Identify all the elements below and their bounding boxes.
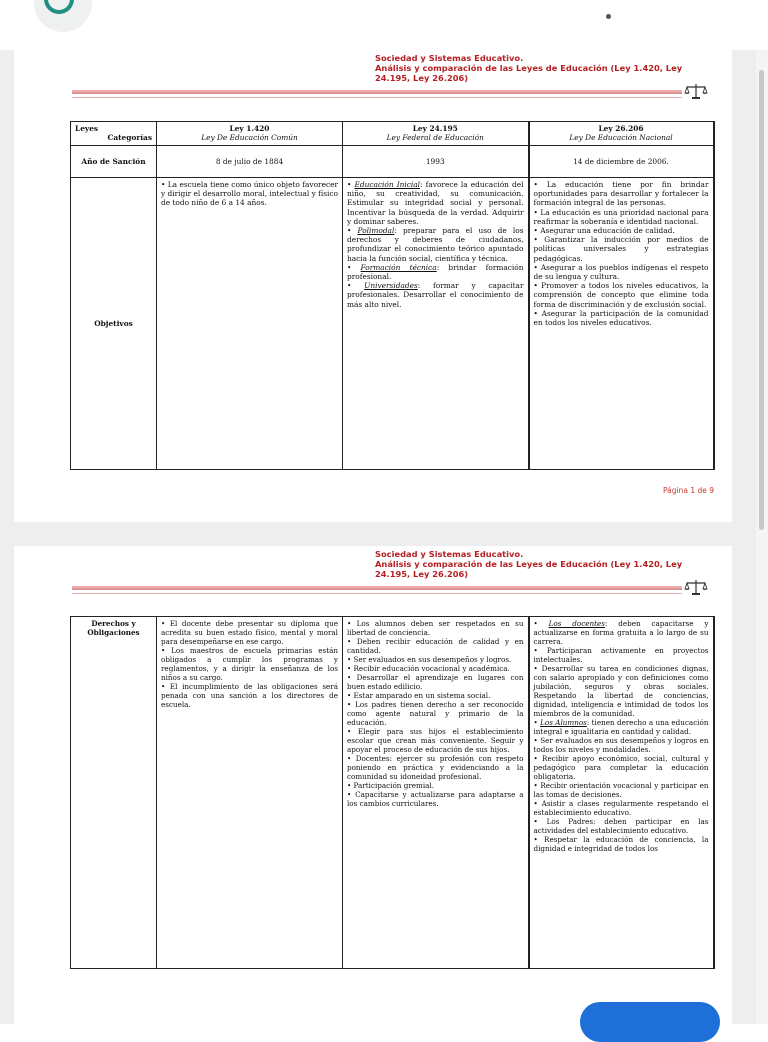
objetivo-item: • La educación tiene por fin brindar oportunidades para desarrollar y fortalecer la formación integral de las personas. (533, 180, 709, 208)
objetivo-item: • Asegurar a los pueblos indígenas el respeto de su lengua y cultura. (533, 262, 709, 282)
ley-number: Ley 24.195 (412, 124, 458, 133)
ley-number: Ley 1.420 (229, 124, 270, 133)
derecho-item: • Los Padres: deben participar en las actividades del establecimiento educativo. (533, 817, 709, 835)
derecho-item: • Los docentes: deben capacitarse y actualizarse en forma gratuita a lo largo de su carrera. (533, 619, 709, 646)
derecho-item: • Ser evaluados en sus desempeños y logros. (347, 655, 512, 664)
header-subtitle: Análisis y comparación de las Leyes de Educación (Ley 1.420, Ley 24.195, Ley 26.206) (375, 559, 683, 579)
derechos-ley-26206 (529, 617, 714, 969)
derecho-item: • Asistir a clases regularmente respetando el establecimiento educativo. (533, 799, 709, 817)
header-rule (72, 90, 682, 94)
objetivos-ley-1420: • La escuela tiene como único objeto favorecer y dirigir el desarrollo moral, intelectual y físico de todo niño de 6 a 14 años. (157, 178, 343, 470)
more-options-icon[interactable] (606, 14, 611, 19)
row-label: Derechos y Obligaciones (71, 617, 157, 969)
derecho-item: • Desarrollar el aprendizaje en lugares con buen estado edilicio. (347, 673, 524, 691)
sancion-ley-26206: 14 de diciembre de 2006. (529, 146, 714, 178)
derecho-item: • Los maestros de escuela primarias están obligados a cumplir los programas y reglamentos, y a dirigir la enseñanza de los niños a su cargo. (161, 646, 338, 682)
ley-name: Ley De Educación Nacional (569, 133, 673, 143)
table-header-row (71, 122, 714, 146)
objetivo-item: • Promover a todos los niveles educativos, la comprensión de concepto que elimine toda forma de discriminación y de exclusión social. (533, 281, 709, 309)
objetivo-item: • La educación es una prioridad nacional para reafirmar la soberanía e identidad nacional. (533, 207, 709, 226)
derechos-ley-24195 (343, 617, 529, 969)
law-comparison-table-p1 (70, 121, 715, 470)
ley-name: Ley Federal de Educación (386, 133, 484, 143)
header-subtitle: Análisis y comparación de las Leyes de Educación (Ley 1.420, Ley 24.195, Ley 26.206) (375, 63, 683, 83)
app-top-bar (0, 0, 768, 50)
header-leyes-label: Leyes (75, 124, 99, 133)
derecho-item: • El incumplimiento de las obligaciones será penada con una sanción a los directores de escuela. (161, 682, 338, 709)
floating-action-button[interactable] (580, 1002, 720, 1042)
header-rule-thin (72, 593, 682, 594)
derecho-item: • Desarrollar su tarea en condiciones dignas, con salario apropiado y con definiciones como jubilación, seguros y obras sociales. Respetando la libertad de conciencias, dignidad, inteligencia e intimidad de todos los miembros de la comunidad. (533, 664, 709, 718)
header-title: Sociedad y Sistemas Educativo. (375, 53, 524, 63)
ley-number: Ley 26.206 (598, 124, 644, 133)
derecho-item: • Recibir apoyo económico, social, cultural y pedagógico para completar la educación obligatoria. (533, 754, 709, 781)
derecho-item: • Capacitarse y actualizarse para adaptarse a los cambios curriculares. (347, 790, 524, 808)
derecho-item: • Ser evaluados en sus desempeños y logros en todos los niveles y modalidades. (533, 736, 709, 754)
scrollbar-thumb[interactable] (759, 70, 764, 530)
row-label: Año de Sanción (71, 146, 157, 178)
objetivo-item: • Polimodal: preparar para el uso de los derechos y deberes de ciudadanos, profundizar el conocimiento teórico apuntado hacia la función social, científica y técnica. (347, 226, 524, 263)
document-viewer[interactable] (0, 50, 756, 1024)
law-comparison-table-p2 (70, 616, 715, 969)
objetivo-item: • Universidades: formar y capacitar profesionales. Desarrollar el conocimiento de más alto nivel. (347, 281, 524, 309)
derecho-item: • Los Alumnos: tienen derecho a una educación integral e igualitaria en cantidad y calidad. (533, 718, 709, 736)
header-rule (72, 586, 682, 590)
header-corner-cell (71, 122, 157, 146)
scales-of-justice-icon (684, 578, 708, 596)
derecho-item: • Elegir para sus hijos el establecimiento escolar que crean más conveniente. Seguir y apoyar el proceso de educación de sus hijos. (347, 727, 524, 754)
document-header (375, 549, 715, 579)
header-categorias-label: Categorías (107, 133, 152, 143)
header-ley-24195 (343, 122, 529, 146)
derecho-item: • Participación gremial. (347, 781, 434, 790)
derecho-item: • Los padres tienen derecho a ser reconocido como agente natural y primario de la educación. (347, 700, 524, 727)
derecho-item: • Recibir educación vocacional y académica. (347, 664, 510, 673)
objetivo-item: • Asegurar la participación de la comunidad en todos los niveles educativos. (533, 308, 709, 328)
derechos-ley-1420 (157, 617, 343, 969)
header-ley-26206 (529, 122, 714, 146)
derecho-item: • Los alumnos deben ser respetados en su libertad de conciencia. (347, 619, 524, 637)
document-page-2 (14, 546, 732, 1024)
header-rule-thin (72, 97, 682, 98)
row-derechos-obligaciones (71, 617, 714, 969)
objetivo-item: • Formación técnica: brindar formación profesional. (347, 262, 524, 282)
objetivo-item: • Educación Inicial: favorece la educación del niño, su creatividad, su comunicación. Estimular su integridad social y personal. Incentivar la búsqueda de la verdad. Adquirir y dominar saberes. (347, 180, 524, 226)
objetivos-ley-24195 (343, 178, 529, 470)
vertical-scrollbar[interactable] (756, 50, 768, 1024)
derecho-item: • El docente debe presentar su diploma que acredita su buen estado físico, mental y moral para desempeñarse en ese cargo. (161, 619, 338, 646)
derecho-item: • Participaran activamente en proyectos intelectuales. (533, 646, 709, 664)
derecho-item: • Deben recibir educación de calidad y en cantidad. (347, 637, 524, 655)
derecho-item: • Respetar la educación de conciencia, la dignidad e integridad de todos los (533, 835, 709, 853)
derecho-item: • Recibir orientación vocacional y participar en las tomas de decisiones. (533, 781, 709, 799)
scales-of-justice-icon (684, 82, 708, 100)
row-label: Objetivos (71, 178, 157, 470)
header-title: Sociedad y Sistemas Educativo. (375, 549, 524, 559)
objetivo-item: • Asegurar una educación de calidad. (533, 226, 675, 236)
row-objetivos (71, 178, 714, 470)
logo-icon (44, 0, 74, 14)
page-number: Página 1 de 9 (662, 486, 714, 495)
ley-name: Ley De Educación Común (201, 133, 298, 143)
header-ley-1420 (157, 122, 343, 146)
document-page-1 (14, 50, 732, 522)
document-header (375, 53, 715, 83)
derecho-item: • Docentes: ejercer su profesión con respeto poniendo en práctica y evidenciando a la comunidad su idoneidad profesional. (347, 754, 524, 781)
derecho-item: • Estar amparado en un sistema social. (347, 691, 491, 700)
row-ano-sancion (71, 146, 714, 178)
app-logo[interactable] (34, 0, 92, 32)
objetivo-item: • Garantizar la inducción por medios de políticas universales y estrategias pedagógicas. (533, 235, 709, 263)
sancion-ley-24195: 1993 (343, 146, 529, 178)
objetivos-ley-26206 (529, 178, 714, 470)
sancion-ley-1420: 8 de julio de 1884 (157, 146, 343, 178)
